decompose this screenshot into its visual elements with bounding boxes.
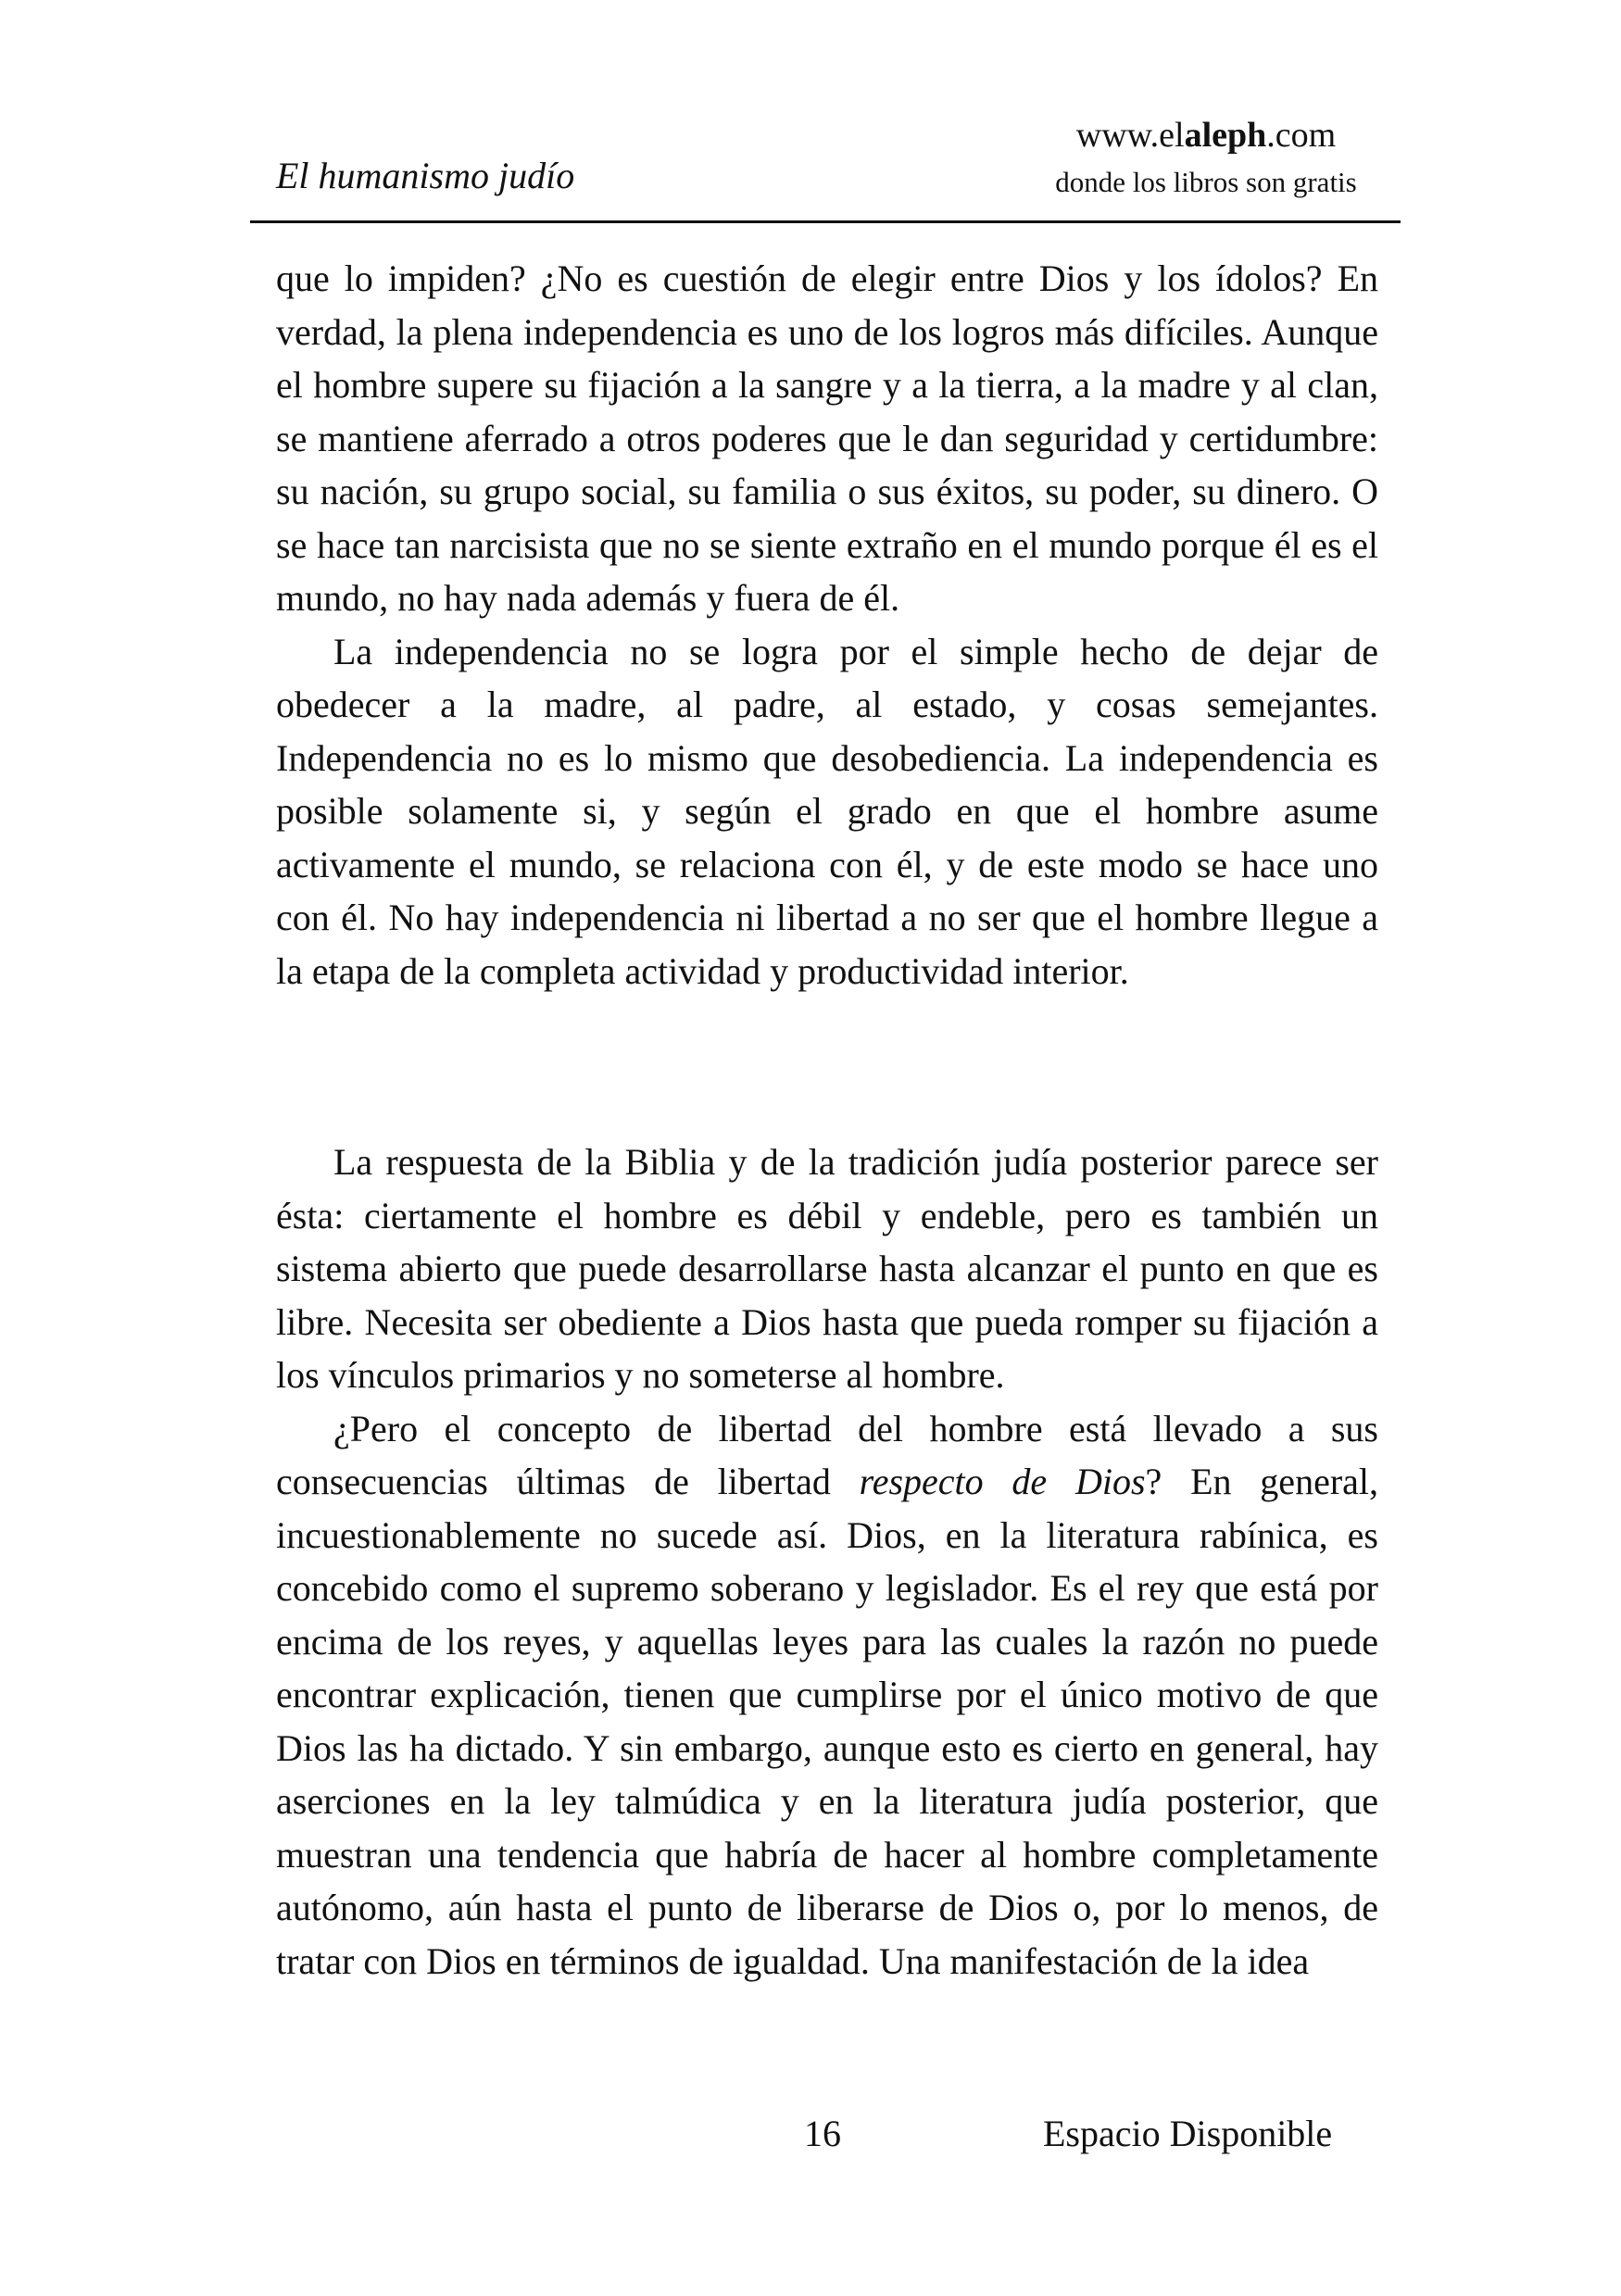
site-url-bold: aleph: [1184, 116, 1267, 155]
site-branding: [1012, 111, 1401, 206]
paragraph-text: ¿Pero el concepto de libertad del hombre está llevado a sus consecuencias últimas de libertad: [276, 1407, 1378, 1502]
emphasis-text: respecto de Dios: [859, 1461, 1146, 1502]
text-block-top: [276, 252, 1378, 997]
paragraph: La independencia no se logra por el simple hecho de dejar de obedecer a la madre, al padre, al estado, y cosas semejantes. Independencia no es lo mismo que desobediencia. La independencia es posible solamente si, y según el grado en que el hombre asume activamente el mundo, se relaciona con él, y de este modo se hace uno con él. No hay independencia ni libertad a no ser que el hombre llegue a la etapa de la completa actividad y productividad interior.: [276, 630, 1378, 992]
site-url-prefix: www.el: [1075, 116, 1185, 155]
page-number: 16: [804, 2113, 841, 2154]
paragraph-text: ? En general, incuestionablemente no sucede así. Dios, en la literatura rabínica, es concebido como el supremo soberano y legislador. Es el rey que está por encima de los reyes, y aquellas leyes para las cuales la razón no puede encontrar explicación, tienen que cumplirse por el único motivo de que Dios las ha dictado. Y sin embargo, aunque esto es cierto en general, hay aserciones en la ley talmúdica y en la literatura judía posterior, que muestran una tendencia que habría de hacer al hombre completamente autónomo, aún hasta el punto de liberarse de Dios o, por lo menos, de tratar con Dios en términos de igualdad. Una manifestación de la idea: [276, 1461, 1379, 1982]
header-divider: [250, 220, 1401, 223]
text-block-bottom: [276, 1135, 1378, 1988]
paragraph: [276, 1402, 1378, 1989]
paragraph-continued: que lo impiden? ¿No es cuestión de elegir entre Dios y los ídolos? En verdad, la plena independencia es uno de los logros más difíciles. Aunque el hombre supere su fijación a la sangre y a la tierra, a la madre y al clan, se mantiene aferrado a otros poderes que le dan seguridad y certidumbre: su nación, su grupo social, su familia o sus éxitos, su poder, su dinero. O se hace tan narcisista que no se siente extraño en el mundo porque él es el mundo, no hay nada además y fuera de él.: [276, 257, 1378, 619]
footer-note: Espacio Disponible: [1043, 2113, 1333, 2154]
book-title: El humanismo judío: [276, 155, 575, 196]
site-url-suffix: .com: [1266, 116, 1337, 155]
site-tagline: donde los libros son gratis: [1055, 166, 1357, 198]
site-url[interactable]: [1012, 111, 1401, 159]
paragraph: La respuesta de la Biblia y de la tradición judía posterior parece ser ésta: ciertamente el hombre es débil y endeble, pero es también un sistema abierto que puede desarrollarse hasta alcanzar el punto en que es libre. Necesita ser obediente a Dios hasta que pueda romper su fijación a los vínculos primarios y no someterse al hombre.: [276, 1141, 1378, 1396]
